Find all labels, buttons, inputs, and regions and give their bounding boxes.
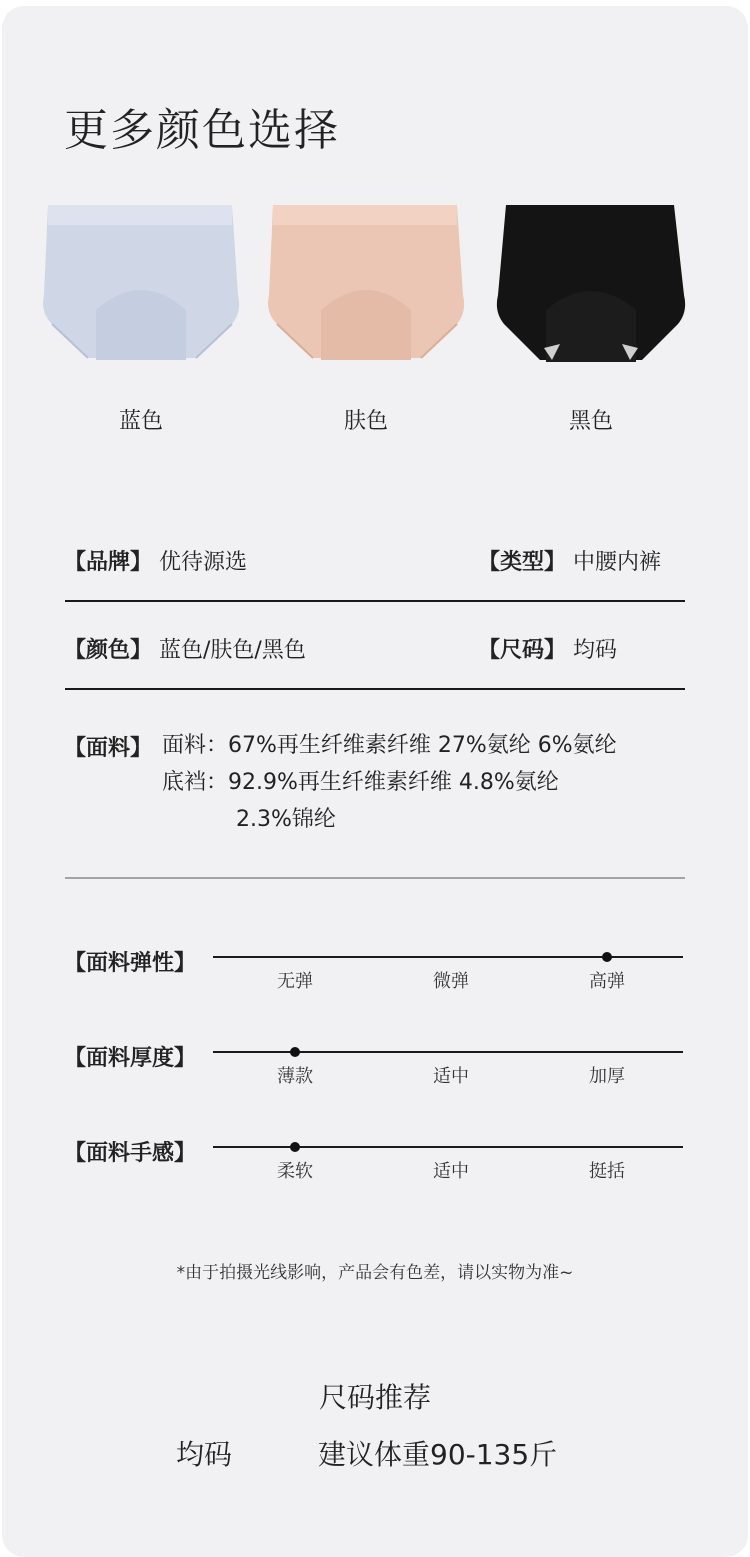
- product-image-blue: [36, 200, 246, 375]
- scale-label: 薄款: [277, 1066, 313, 1087]
- spec-brand-key: 【品牌】: [64, 550, 153, 575]
- spec-fabric-line3: 2.3%锦纶: [236, 807, 336, 832]
- scale-indicator-dot: [290, 1142, 300, 1152]
- spec-type-key: 【类型】: [478, 550, 567, 575]
- scale-track: [213, 1146, 683, 1148]
- spec-color-value: 蓝色/肤色/黑色: [159, 638, 306, 663]
- size-recommend-weight: 建议体重90-135斤: [318, 1438, 558, 1471]
- scale-label: 加厚: [589, 1066, 625, 1087]
- scale-indicator-dot: [602, 952, 612, 962]
- scale-label: 高弹: [589, 971, 625, 992]
- spec-brand-value: 优待源选: [159, 550, 248, 575]
- spec-fabric-line1: 面料：67%再生纤维素纤维 27%氨纶 6%氨纶: [162, 733, 617, 758]
- spec-size-value: 均码: [573, 638, 618, 663]
- scale-indicator-dot: [290, 1047, 300, 1057]
- size-recommend-size: 均码: [176, 1438, 233, 1471]
- color-label-blue: 蓝色: [118, 409, 163, 434]
- product-image-black: [486, 200, 696, 375]
- divider: [65, 688, 685, 690]
- spec-type-value: 中腰内裤: [573, 550, 662, 575]
- scale-key: 【面料弹性】: [64, 951, 197, 976]
- spec-brand: [64, 545, 247, 576]
- scale-label: 无弹: [277, 971, 313, 992]
- spec-fabric-key: 【面料】: [64, 736, 153, 761]
- spec-fabric-line2: 底裆：92.9%再生纤维素纤维 4.8%氨纶: [162, 770, 559, 795]
- scale-label: 挺括: [589, 1161, 625, 1182]
- spec-size: [478, 633, 617, 664]
- color-disclaimer-note: *由于拍摄光线影响，产品会有色差，请以实物为准~: [176, 1263, 574, 1283]
- spec-color: [64, 633, 306, 664]
- spec-size-key: 【尺码】: [478, 638, 567, 663]
- divider: [65, 600, 685, 602]
- scale-key: 【面料厚度】: [64, 1046, 197, 1071]
- scale-key: 【面料手感】: [64, 1141, 197, 1166]
- color-label-skin: 肤色: [343, 409, 388, 434]
- scale-track: [213, 956, 683, 958]
- divider: [65, 877, 685, 879]
- color-label-black: 黑色: [568, 409, 613, 434]
- scale-label: 适中: [433, 1161, 469, 1182]
- scale-track: [213, 1051, 683, 1053]
- page-title: 更多颜色选择: [64, 105, 340, 156]
- scale-label: 柔软: [277, 1161, 313, 1182]
- product-image-skin: [261, 200, 471, 375]
- spec-type: [478, 545, 661, 576]
- scale-label: 微弹: [433, 971, 469, 992]
- scale-label: 适中: [433, 1066, 469, 1087]
- spec-color-key: 【颜色】: [64, 638, 153, 663]
- size-recommend-title: 尺码推荐: [318, 1381, 431, 1414]
